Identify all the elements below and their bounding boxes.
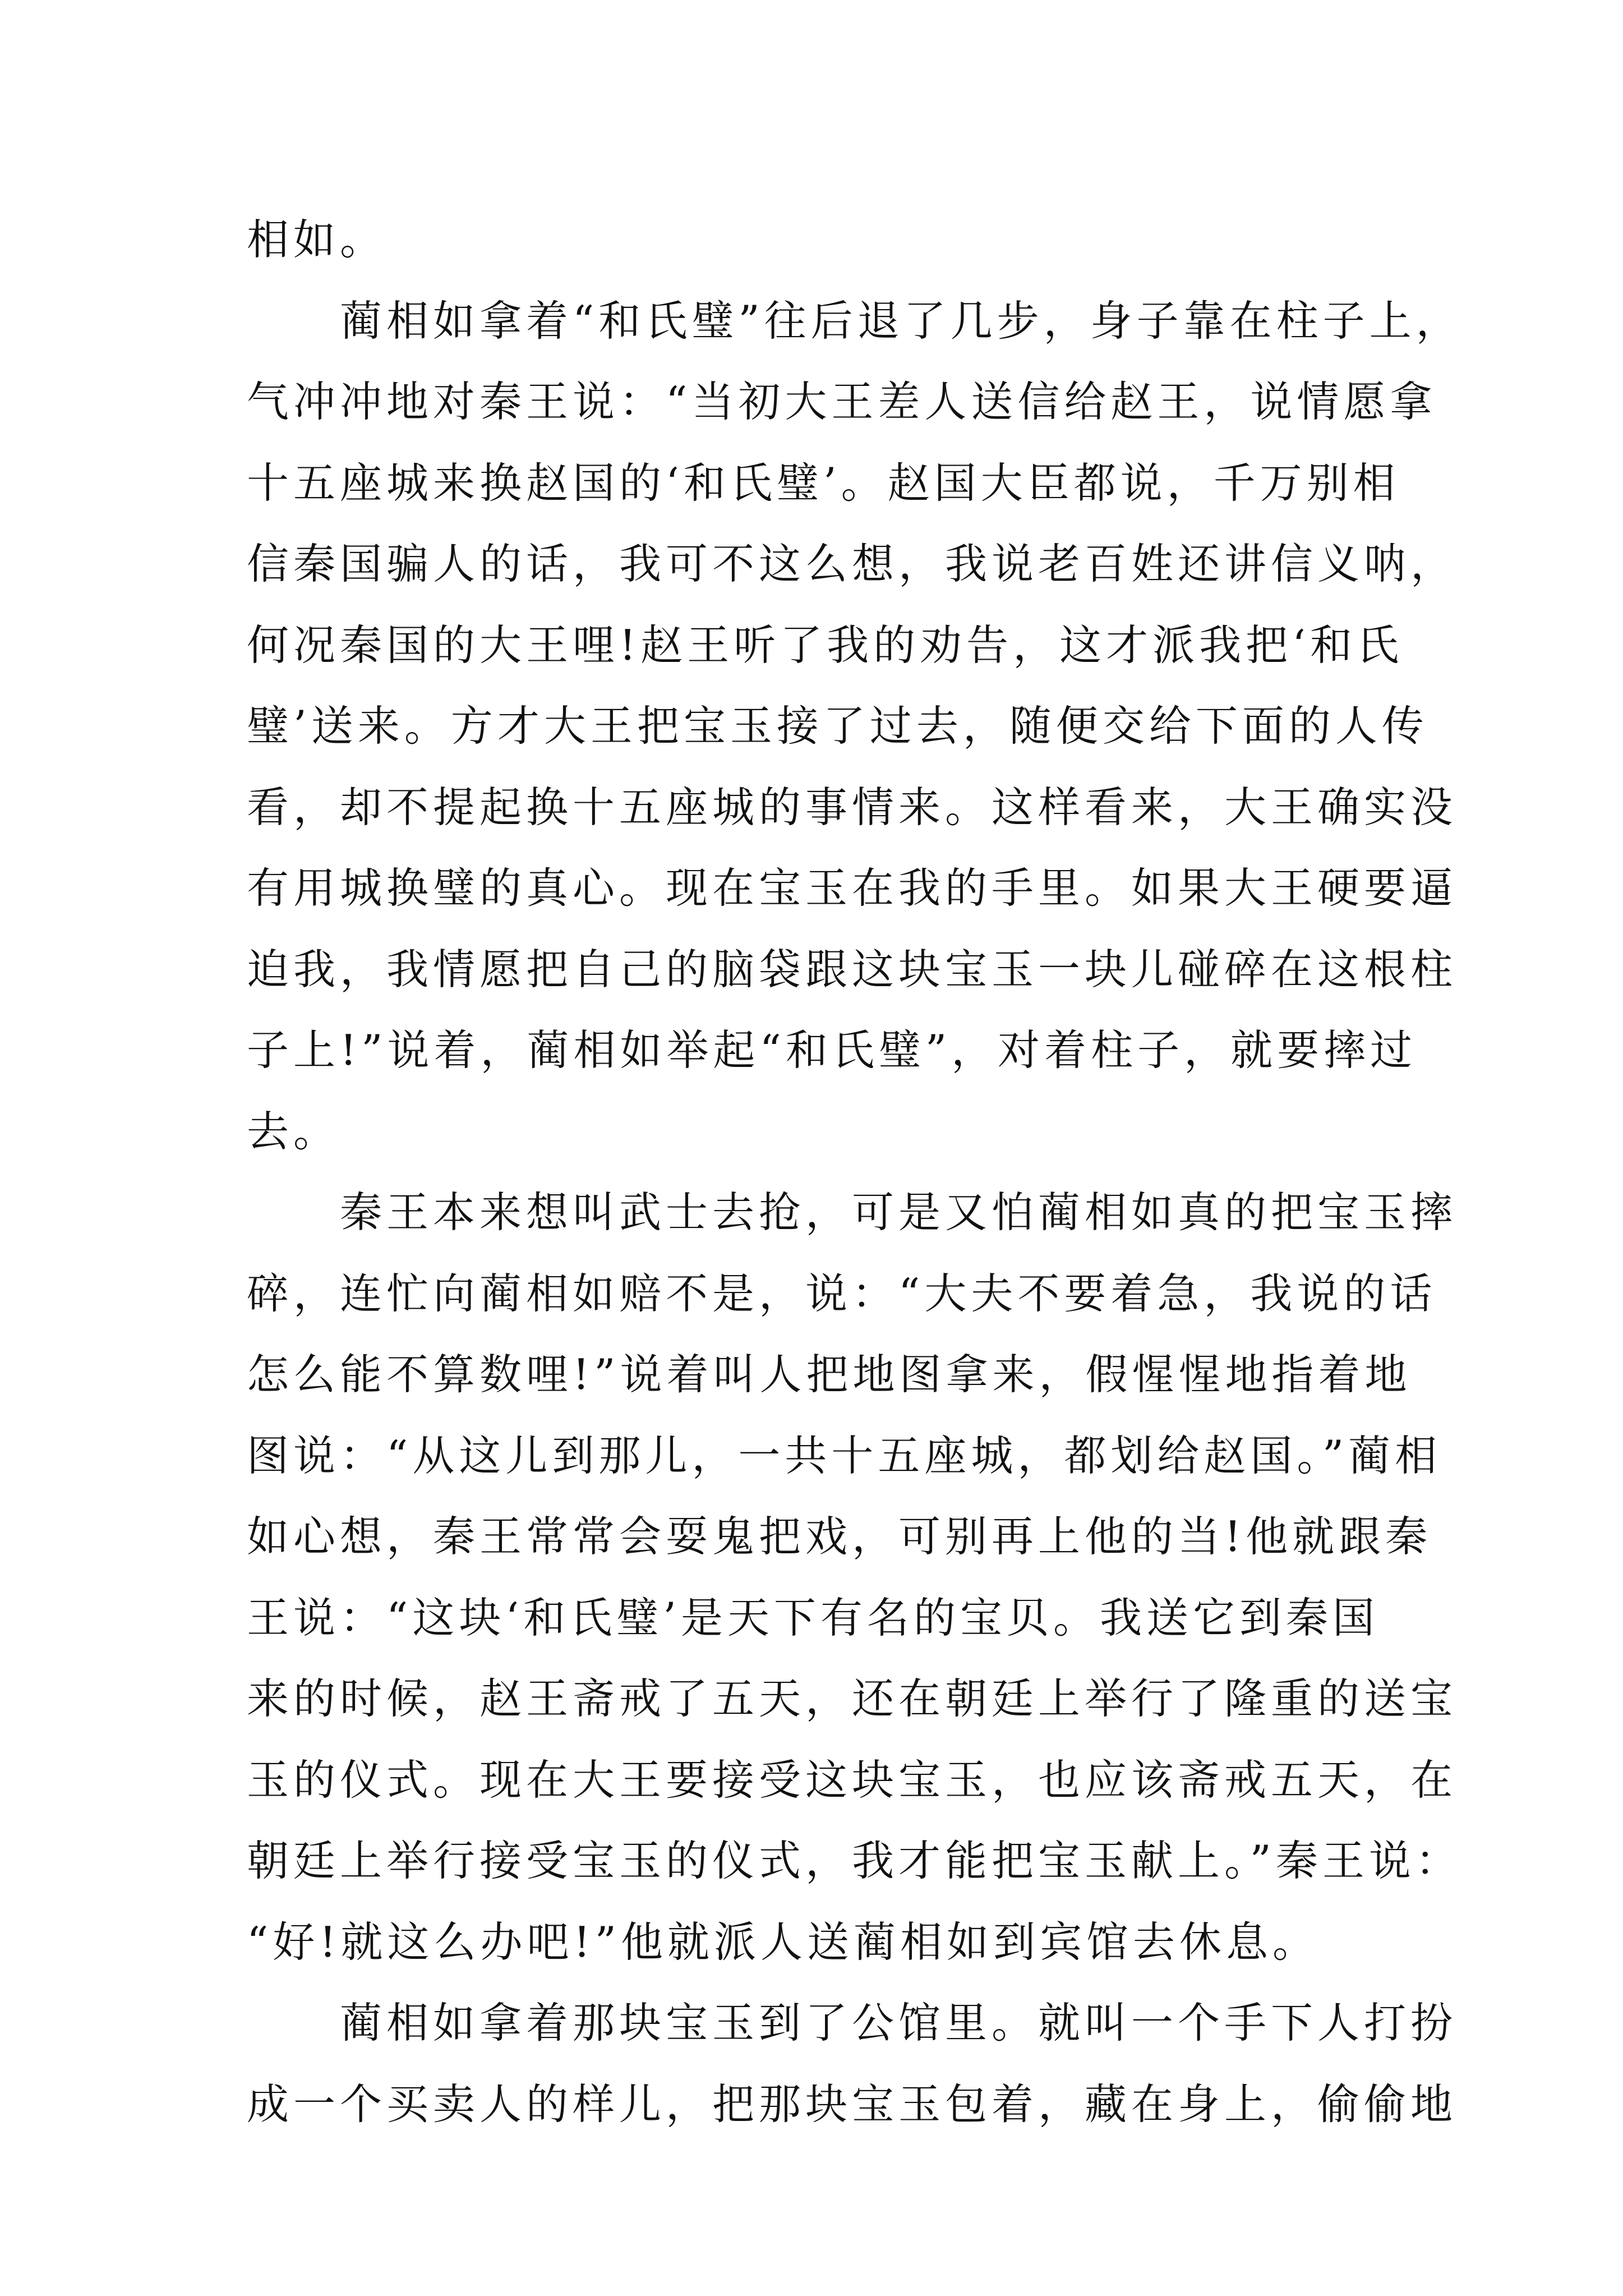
body-text xyxy=(247,199,1463,2145)
text-line: 迫我，我情愿把自己的脑袋跟这块宝玉一块儿碰碎在这根柱 xyxy=(247,944,1458,994)
text-line: 成一个买卖人的样儿，把那块宝玉包着，藏在身上，偷偷地 xyxy=(247,2079,1458,2129)
text-line: 朝廷上举行接受宝玉的仪式，我才能把宝玉献上。”秦王说： xyxy=(247,1836,1462,1885)
text-line: 图说：“从这儿到那儿，一共十五座城，都划给赵国。”蔺相 xyxy=(247,1430,1442,1480)
text-line: 子上!”说着，蔺相如举起“和氏璧”，对着柱子，就要摔过 xyxy=(247,1025,1417,1075)
text-line: 相如。 xyxy=(247,215,387,264)
text-line: 璧’送来。方才大王把宝玉接了过去，随便交给下面的人传 xyxy=(247,701,1428,751)
text-line: 碎，连忙向蔺相如赔不是，说：“大夫不要着急，我说的话 xyxy=(247,1268,1437,1318)
text-line: 信秦国骗人的话，我可不这么想，我说老百姓还讲信义呐， xyxy=(247,539,1458,588)
text-line: 看，却不提起换十五座城的事情来。这样看来，大王确实没 xyxy=(247,782,1458,832)
text-line: 何况秦国的大王哩!赵王听了我的劝告，这才派我把‘和氏 xyxy=(247,620,1403,670)
text-line: 玉的仪式。现在大王要接受这块宝玉，也应该斋戒五天，在 xyxy=(247,1755,1458,1805)
text-line: 去。 xyxy=(247,1106,340,1156)
text-line: 如心想，秦王常常会耍鬼把戏，可别再上他的当!他就跟秦 xyxy=(247,1512,1432,1561)
text-line: 蔺相如拿着那块宝玉到了公馆里。就叫一个手下人打扮 xyxy=(340,1998,1458,2047)
text-line: 秦王本来想叫武士去抢，可是又怕蔺相如真的把宝玉摔 xyxy=(340,1188,1458,1237)
text-line: 怎么能不算数哩!”说着叫人把地图拿来，假惺惺地指着地 xyxy=(247,1350,1412,1399)
text-line: 气冲冲地对秦王说：“当初大王差人送信给赵王，说情愿拿 xyxy=(247,377,1437,426)
text-line: 十五座城来换赵国的‘和氏璧’。赵国大臣都说，千万别相 xyxy=(247,458,1400,508)
text-line: 王说：“这块‘和氏璧’是天下有名的宝贝。我送它到秦国 xyxy=(247,1593,1380,1642)
text-line: 蔺相如拿着“和氏璧”往后退了几步，身子靠在柱子上， xyxy=(340,296,1463,346)
text-line: “好!就这么办吧!”他就派人送蔺相如到宾馆去休息。 xyxy=(247,1917,1319,1967)
text-line: 有用城换璧的真心。现在宝玉在我的手里。如果大王硬要逼 xyxy=(247,863,1458,913)
text-line: 来的时候，赵王斋戒了五天，还在朝廷上举行了隆重的送宝 xyxy=(247,1674,1458,1723)
